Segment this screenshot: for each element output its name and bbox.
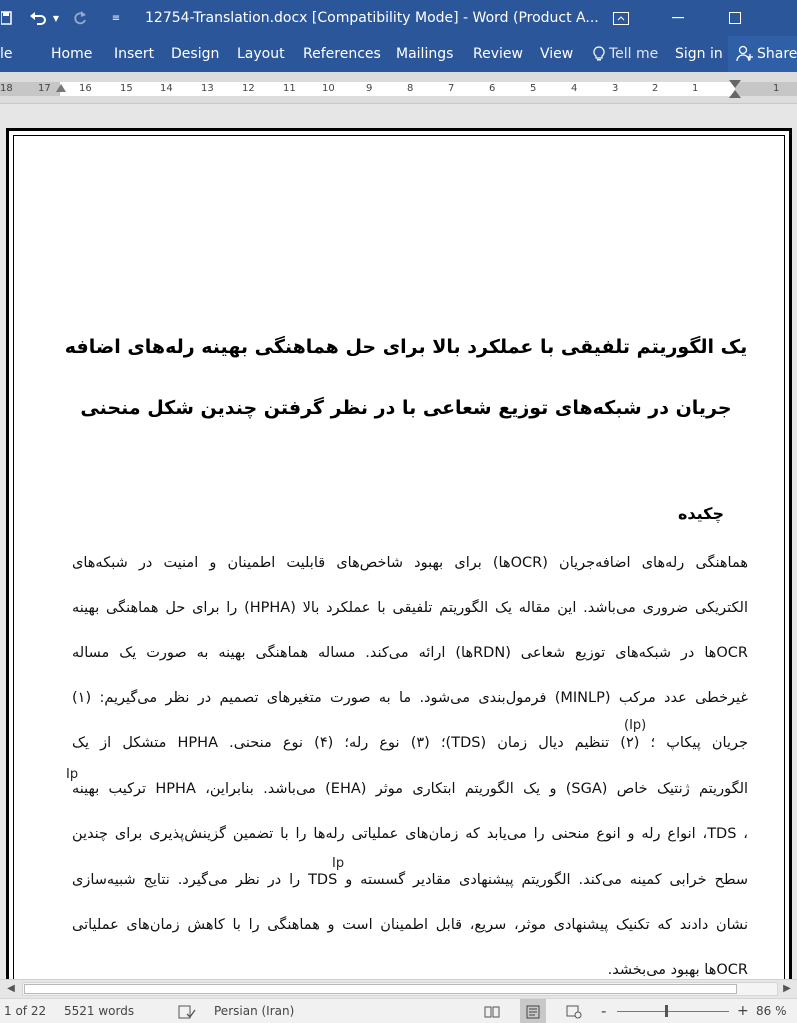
document-title-line: یک الگوریتم تلفیقی با عملکرد بالا برای حل هماهنگی بهینه رله‌های اضافه: [64, 336, 748, 358]
undo-dropdown-icon[interactable]: ▼: [52, 13, 60, 23]
document-title-line: جریان در شبکه‌های توزیع شعاعی با در نظر گرفتن چندین شکل منحنی: [80, 397, 732, 419]
paragraph-line: هماهنگی رله‌های اضافه‌جریان (OCRها) برای بهبود شاخص‌های قابلیت اطمینان و امنیت در شبکه‌های: [72, 555, 748, 571]
ruler-number: 11: [283, 83, 296, 94]
ruler-number: 2: [652, 83, 659, 94]
tab-file[interactable]: le: [0, 46, 13, 62]
print-layout-icon[interactable]: [520, 999, 546, 1023]
share-button[interactable]: [728, 36, 797, 72]
ribbon-tabs: [0, 36, 797, 72]
paragraph-line: سطح خرابی کمینه می‌کند. الگوریتم پیشنهادی مقادیر گسسته و TDS را در نظر می‌گیرد. نتایج شبیه‌سازی: [72, 872, 748, 888]
first-line-indent-marker[interactable]: [729, 80, 741, 88]
tab-insert[interactable]: Insert: [114, 46, 155, 62]
ruler-number: 17: [38, 83, 51, 94]
zoom-out-button[interactable]: -: [601, 1002, 607, 1020]
ruler-number: 1: [773, 83, 780, 94]
ruler-number: 15: [120, 83, 133, 94]
paragraph-line: نشان دادند که تکنیک پیشنهادی موثر، سریع، قابل اطمینان است و هماهنگی را با کاهش زمان‌های عملیاتی: [72, 917, 748, 933]
scroll-right-arrow-icon[interactable]: ▶: [783, 983, 791, 994]
ruler-number: 7: [448, 83, 455, 94]
ribbon-display-icon[interactable]: [611, 0, 631, 36]
ruler-number: 13: [201, 83, 214, 94]
zoom-in-button[interactable]: +: [737, 1003, 749, 1019]
customize-qat-icon[interactable]: ≡: [111, 12, 121, 24]
ruler-number: 10: [322, 83, 335, 94]
ruler-number: 16: [79, 83, 92, 94]
zoom-level[interactable]: 86 %: [756, 1004, 787, 1018]
title-bar: [0, 0, 797, 36]
scroll-left-arrow-icon[interactable]: ◀: [7, 983, 15, 994]
abstract-heading: چکیده: [677, 504, 724, 523]
paragraph-line: ، TDS، انواع رله و انوع منحنی را می‌یابد که زمان‌های عملیاتی رله‌ها را با تضمین گزینش‌پذیری برای چندین: [72, 826, 748, 842]
language-indicator[interactable]: Persian (Iran): [214, 1004, 295, 1018]
status-bar: [0, 998, 797, 1023]
zoom-slider-thumb[interactable]: [665, 1005, 668, 1017]
ruler-number: 1: [692, 83, 699, 94]
ruler-number: 18: [0, 83, 13, 94]
tab-view[interactable]: View: [540, 46, 574, 62]
ruler-number: 14: [160, 83, 173, 94]
share-label: Share: [757, 46, 797, 62]
tab-mailings[interactable]: Mailings: [396, 46, 454, 62]
left-indent-marker[interactable]: [56, 84, 66, 92]
ruler-number: 9: [366, 83, 373, 94]
paragraph-line: OCRها بهبود می‌بخشد.: [607, 962, 748, 978]
tell-me-label: Tell me: [609, 46, 659, 62]
word-count[interactable]: 5521 words: [64, 1004, 135, 1018]
ruler-number: 5: [530, 83, 537, 94]
paragraph-line: الکتریکی ضروری می‌باشد. این مقاله یک الگوریتم تلفیقی با عملکرد بالا (HPHA) را برای حل هماهنگی بهینه: [72, 600, 748, 616]
page-count[interactable]: 1 of 22: [4, 1004, 47, 1018]
undo-icon[interactable]: [26, 0, 50, 36]
sign-in-link[interactable]: Sign in: [675, 46, 723, 62]
minimize-icon[interactable]: [668, 0, 688, 36]
tell-me-search[interactable]: [593, 36, 658, 72]
save-icon[interactable]: [0, 0, 14, 36]
ruler-number: 3: [612, 83, 619, 94]
tab-design[interactable]: Design: [171, 46, 220, 62]
person-icon: [736, 45, 754, 63]
tab-references[interactable]: References: [303, 46, 381, 62]
paragraph-line: جریان پیکاپ ؛ (۲) تنظیم دیال زمان (TDS)؛ (۳) نوع رله؛ (۴) نوع منحنی. HPHA متشکل از یک: [72, 735, 748, 751]
paragraph-line: الگوریتم ژنتیک خاص (SGA) و یک الگوریتم ابتکاری موثر (EHA) می‌باشد. بنابراین، HPHA ترکیب بهینه: [72, 781, 748, 797]
ruler-margin-right: [735, 82, 797, 96]
ruler-number: 8: [407, 83, 414, 94]
right-indent-marker[interactable]: [729, 90, 741, 98]
horizontal-ruler[interactable]: [0, 72, 797, 104]
ruler-number: 6: [489, 83, 496, 94]
lightbulb-icon: [593, 46, 605, 62]
horizontal-scrollbar[interactable]: [0, 979, 797, 998]
ip-symbol: (Ip): [624, 718, 647, 733]
ip-symbol: Ip: [66, 767, 79, 782]
tab-review[interactable]: Review: [473, 46, 523, 62]
page-border: [13, 135, 785, 979]
paragraph-line: OCRها در شبکه‌های توزیع شعاعی (RDNها) ارائه می‌کند. مساله هماهنگی بهینه به صورت یک مساله: [72, 645, 748, 661]
scroll-thumb[interactable]: [24, 984, 737, 994]
document-canvas[interactable]: [0, 104, 797, 979]
ruler-number: 12: [242, 83, 255, 94]
paragraph-line: غیرخطی عدد مرکب (MINLP) فرمول‌بندی می‌شود. ما به صورت متغیرهای تصمیم در نظر می‌گیریم: (۱): [72, 690, 748, 706]
proofing-icon[interactable]: [178, 999, 196, 1023]
zoom-slider-track[interactable]: [617, 1011, 729, 1012]
document-title: 12754-Translation.docx [Compatibility Mode] - Word (Product A...: [145, 10, 599, 26]
maximize-icon[interactable]: [726, 0, 744, 36]
ruler-number: 4: [571, 83, 578, 94]
read-mode-icon[interactable]: [484, 999, 500, 1023]
ip-symbol: Ip: [332, 856, 345, 871]
web-layout-icon[interactable]: [566, 999, 582, 1023]
redo-icon[interactable]: [69, 0, 91, 36]
tab-layout[interactable]: Layout: [237, 46, 285, 62]
tab-home[interactable]: Home: [51, 46, 93, 62]
document-page[interactable]: [6, 128, 792, 979]
